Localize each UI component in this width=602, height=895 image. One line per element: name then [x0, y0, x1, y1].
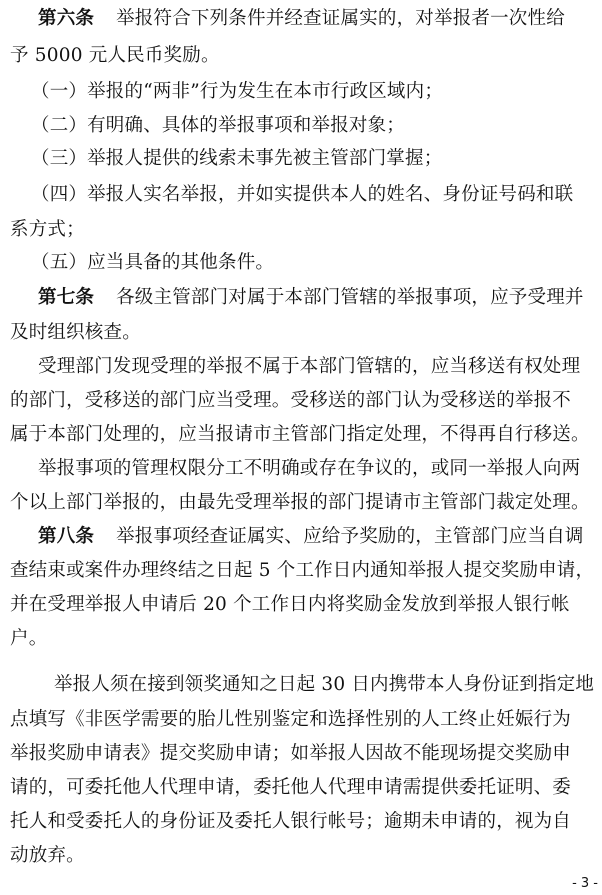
article-8-para2-line-1: 举报人须在接到领奖通知之日起 30 日内携带本人身份证到指定地 [54, 674, 595, 695]
article-7-para2-line-2: 的部门，受移送的部门应当受理。受移送的部门认为受移送的举报不 [10, 390, 572, 411]
page-number: - 3 - [572, 876, 598, 891]
article-6-line-1 [38, 7, 565, 31]
article-6-text: 举报符合下列条件并经查证属实的，对举报者一次性给 [116, 8, 565, 29]
article-8-line-3: 并在受理举报人申请后 20 个工作日内将奖励金发放到举报人银行帐 [10, 594, 570, 615]
article-8-para2-line-3: 举报奖励申请表》提交奖励申请；如举报人因故不能现场提交奖励申 [10, 743, 572, 764]
article-7-label: 第七条 [38, 287, 95, 308]
article-6-item-3: （三）举报人提供的线索未事先被主管部门掌握； [31, 148, 443, 169]
article-7-line-2: 及时组织核查。 [10, 322, 141, 343]
article-6-item-4: （四）举报人实名举报，并如实提供本人的姓名、身份证号码和联 [31, 184, 574, 205]
article-8-label: 第八条 [38, 526, 95, 547]
article-8-para2-line-2: 点填写《非医学需要的胎儿性别鉴定和选择性别的人工终止妊娠行为 [10, 709, 572, 730]
article-7-para3-line-2: 个以上部门举报的，由最先受理举报的部门提请市主管部门裁定处理。 [10, 492, 590, 513]
article-6-item-2: （二）有明确、具体的举报事项和举报对象； [31, 115, 406, 136]
article-8-para2-line-5: 托人和受委托人的身份证及委托人银行帐号；逾期未申请的，视为自 [10, 811, 572, 832]
article-8-para2-line-6: 动放弃。 [10, 845, 85, 866]
article-7-para2-line-1: 受理部门发现受理的举报不属于本部门管辖的，应当移送有权处理 [38, 356, 581, 377]
article-7-text: 各级主管部门对属于本部门管辖的举报事项，应予受理并 [116, 287, 584, 308]
article-8-text: 举报事项经查证属实、应给予奖励的，主管部门应当自调 [116, 526, 584, 547]
article-7-line-1 [38, 286, 584, 310]
article-8-line-4: 户。 [10, 628, 48, 649]
article-7-para3-line-1: 举报事项的管理权限分工不明确或存在争议的，或同一举报人向两 [38, 458, 581, 479]
article-8-line-2: 查结束或案件办理终结之日起 5 个工作日内通知举报人提交奖励申请， [10, 560, 595, 581]
article-8-line-1 [38, 525, 584, 549]
article-6-line-2: 予 5000 元人民币奖励。 [10, 45, 220, 66]
article-6-label: 第六条 [38, 8, 95, 29]
article-6-item-1: （一）举报的“两非”行为发生在本市行政区域内； [31, 81, 444, 102]
article-6-item-5: （五）应当具备的其他条件。 [31, 252, 275, 273]
article-6-item-4-cont: 系方式； [10, 219, 85, 240]
article-8-para2-line-4: 请的，可委托他人代理申请，委托他人代理申请需提供委托证明、委 [10, 777, 572, 798]
article-7-para2-line-3: 属于本部门处理的，应当报请市主管部门指定处理，不得再自行移送。 [10, 424, 590, 445]
